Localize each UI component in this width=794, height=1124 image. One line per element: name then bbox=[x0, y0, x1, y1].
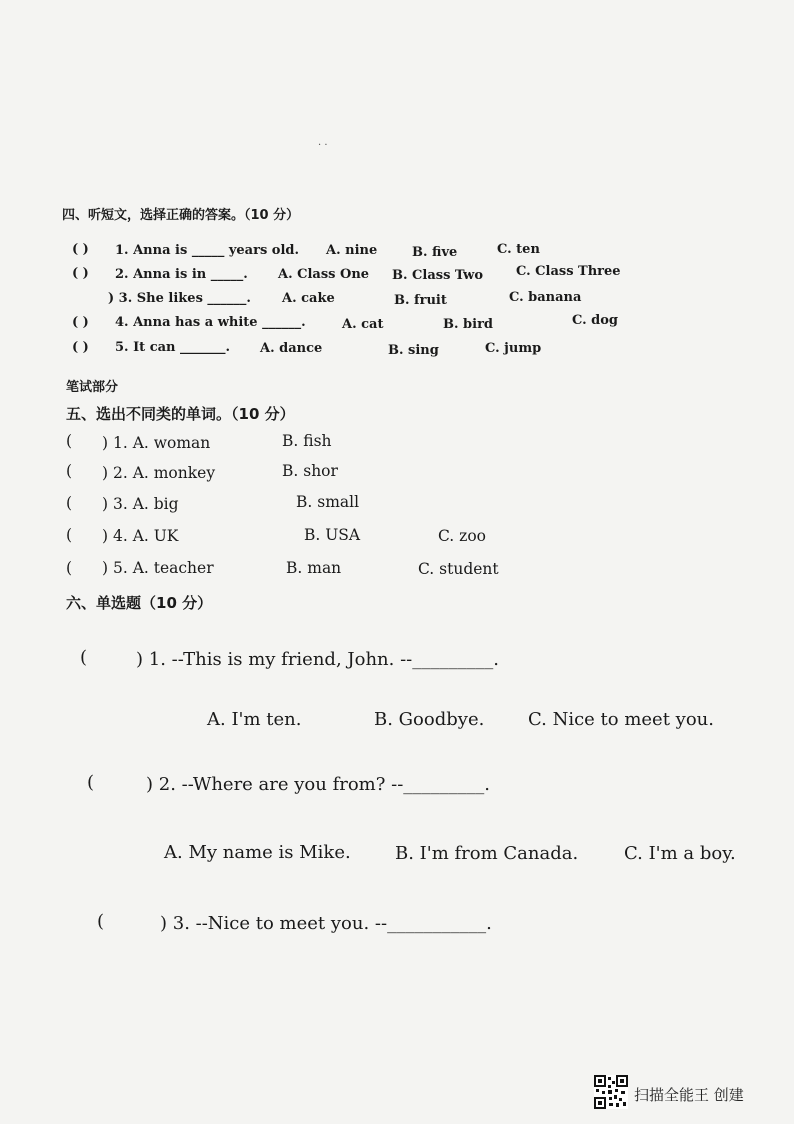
section6-title: 六、单选题（10 分） bbox=[66, 594, 213, 612]
option-b: B. sing bbox=[388, 343, 439, 358]
option-b: B. fish bbox=[282, 432, 332, 450]
answer-paren[interactable]: ( bbox=[66, 559, 73, 577]
option-a: A. cake bbox=[282, 291, 335, 306]
answer-paren[interactable]: ( bbox=[66, 432, 73, 450]
answer-paren[interactable]: ( ) bbox=[72, 315, 89, 330]
option-b: B. shor bbox=[282, 462, 338, 480]
option-a: A. My name is Mike. bbox=[164, 842, 351, 863]
option-b: B. small bbox=[296, 493, 360, 511]
option-b: B. USA bbox=[304, 526, 361, 544]
question-text: ) 1. A. woman bbox=[102, 434, 211, 452]
question-text: ) 1. --This is my friend, John. --_________. bbox=[136, 649, 499, 670]
scanner-app-label: 扫描全能王 创建 bbox=[634, 1086, 744, 1104]
answer-paren[interactable]: ( bbox=[97, 911, 105, 932]
answer-paren[interactable]: ( bbox=[66, 526, 73, 544]
option-b: B. fruit bbox=[394, 293, 447, 308]
written-part-heading: 笔试部分 bbox=[66, 380, 119, 395]
option-c: C. banana bbox=[509, 290, 582, 305]
option-c: C. I'm a boy. bbox=[624, 843, 736, 864]
answer-paren[interactable]: ( ) bbox=[72, 340, 89, 355]
question-text: ) 2. --Where are you from? --_________. bbox=[146, 774, 491, 795]
question-text: ) 5. A. teacher bbox=[102, 559, 214, 577]
answer-paren[interactable]: ( bbox=[66, 494, 73, 512]
section4-title: 四、听短文，选择正确的答案。（10 分） bbox=[62, 208, 300, 223]
question-text: 5. It can _______. bbox=[115, 340, 231, 355]
option-b: B. bird bbox=[443, 317, 494, 332]
option-c: C. student bbox=[418, 560, 499, 578]
option-a: A. nine bbox=[326, 243, 378, 258]
option-b: B. man bbox=[286, 559, 342, 577]
answer-paren[interactable]: ( bbox=[66, 462, 73, 480]
option-a: A. Class One bbox=[278, 267, 370, 282]
option-a: A. I'm ten. bbox=[207, 709, 302, 730]
answer-paren[interactable]: ( ) bbox=[72, 242, 89, 257]
option-c: C. dog bbox=[572, 313, 619, 328]
option-c: C. Class Three bbox=[516, 264, 621, 279]
question-text: ) 3. A. big bbox=[102, 495, 179, 513]
option-a: A. cat bbox=[342, 317, 384, 332]
option-b: B. Goodbye. bbox=[374, 709, 485, 730]
answer-paren[interactable]: ( ) bbox=[72, 266, 89, 281]
question-text: ) 3. --Nice to meet you. --___________. bbox=[160, 913, 492, 934]
question-text: ) 3. She likes ______. bbox=[108, 291, 251, 306]
option-a: A. dance bbox=[260, 341, 323, 356]
question-text: 4. Anna has a white ______. bbox=[115, 315, 306, 330]
option-c: C. ten bbox=[497, 242, 540, 257]
question-text: 2. Anna is in _____. bbox=[115, 267, 248, 282]
option-c: C. jump bbox=[485, 341, 542, 356]
option-b: B. five bbox=[412, 245, 458, 260]
qr-code-icon bbox=[594, 1075, 628, 1109]
question-text: ) 2. A. monkey bbox=[102, 464, 216, 482]
question-text: 1. Anna is _____ years old. bbox=[115, 243, 300, 258]
option-c: C. Nice to meet you. bbox=[528, 709, 714, 730]
option-b: B. I'm from Canada. bbox=[395, 843, 579, 864]
scan-marks: · · bbox=[318, 140, 328, 151]
option-c: C. zoo bbox=[438, 527, 486, 545]
answer-paren[interactable]: ( bbox=[80, 647, 88, 668]
answer-paren[interactable]: ( bbox=[87, 772, 95, 793]
question-text: ) 4. A. UK bbox=[102, 527, 179, 545]
option-b: B. Class Two bbox=[392, 268, 484, 283]
section5-title: 五、选出不同类的单词。（10 分） bbox=[66, 405, 295, 423]
